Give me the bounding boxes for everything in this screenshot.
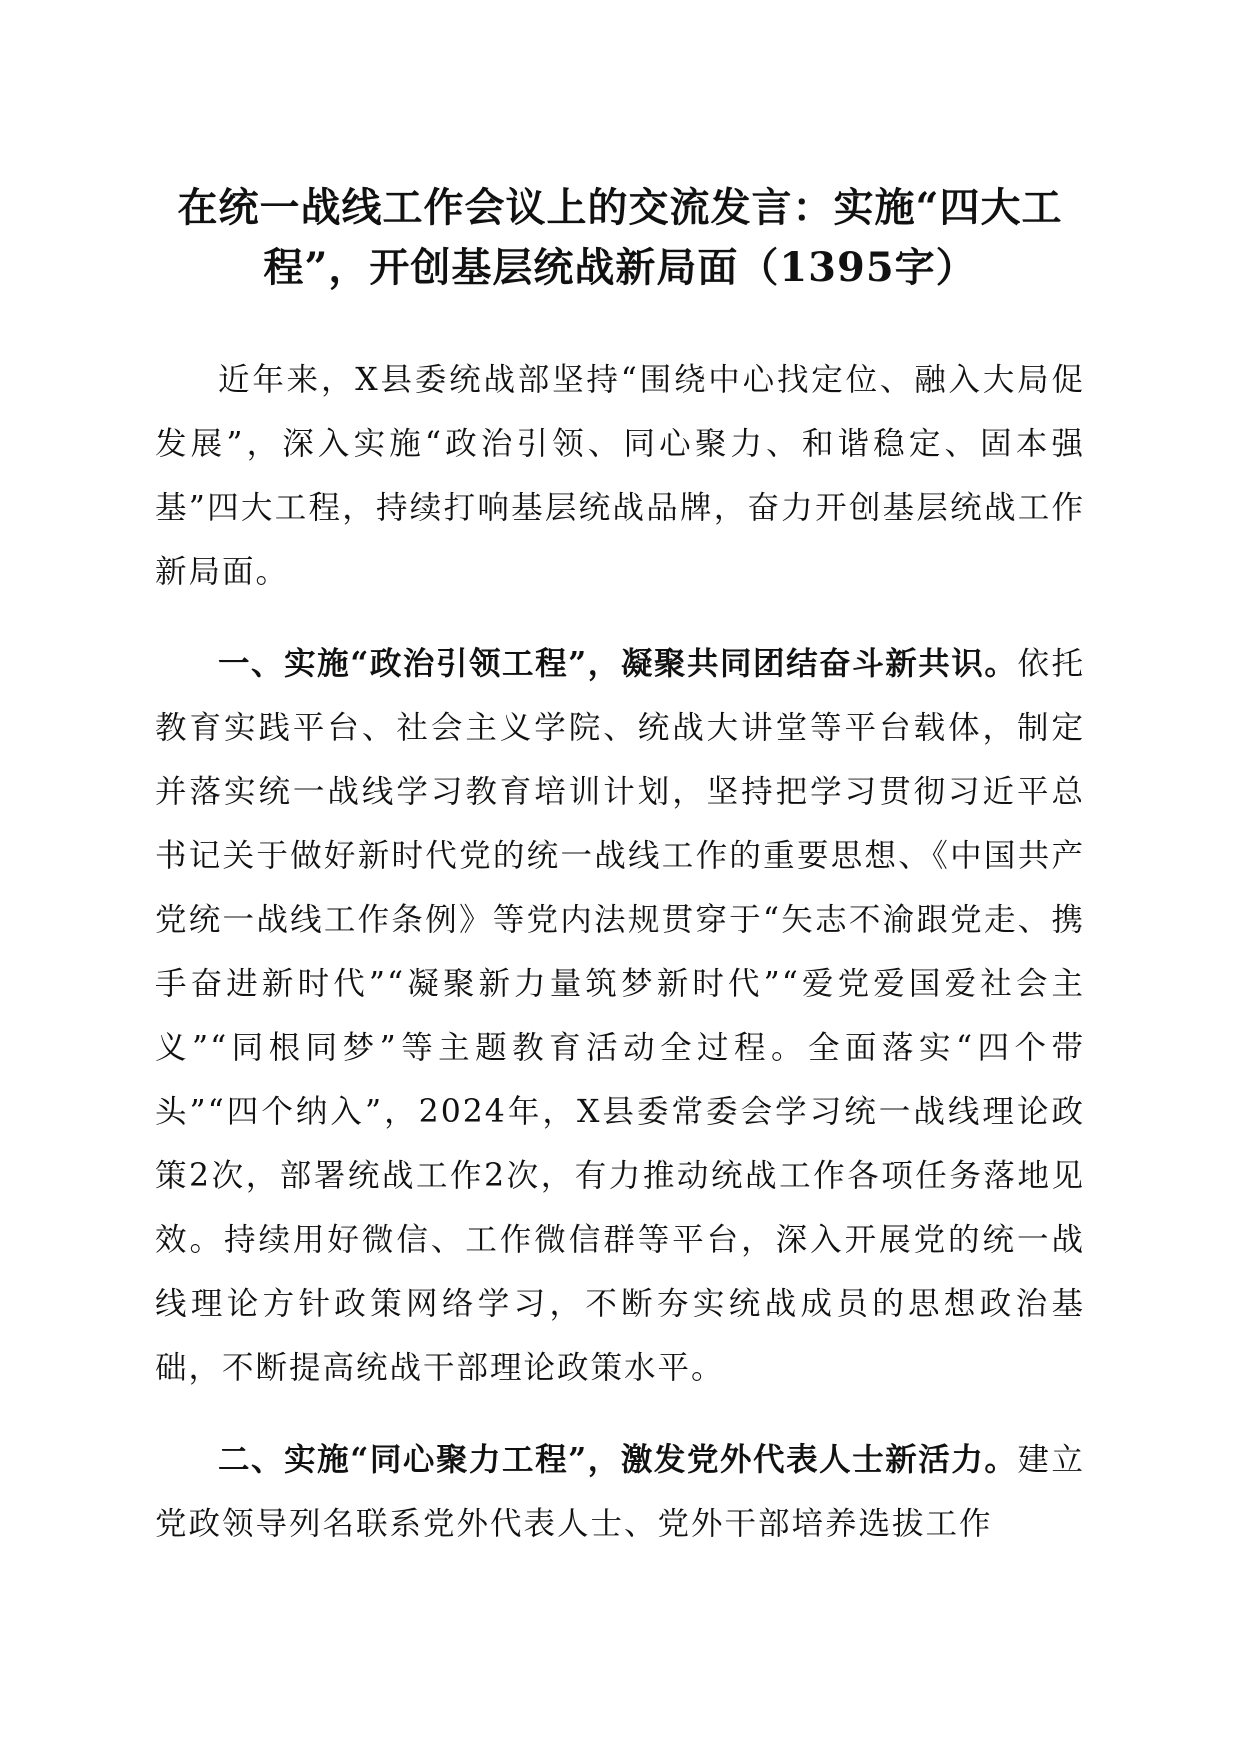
document-title: 在统一战线工作会议上的交流发言：实施“四大工程”，开创基层统战新局面（1395字）: [177, 184, 1063, 291]
document-page: [155, 178, 1085, 1556]
section-2-heading: 二、实施“同心聚力工程”，激发党外代表人士新活力。: [218, 1441, 1018, 1478]
section-1-paragraph: [155, 632, 1085, 1400]
section-2-body: 建立党政领导列名联系党外代表人士、党外干部培养选拔工作: [155, 1442, 1085, 1542]
section-1-body: 依托教育实践平台、社会主义学院、统战大讲堂等平台载体，制定并落实统一战线学习教育培训计划，坚持把学习贯彻习近平总书记关于做好新时代党的统一战线工作的重要思想、《中国共产党统一战线工作条例》等党内法规贯穿于“矢志不渝跟党走、携手奋进新时代”“凝聚新力量筑梦新时代”“爱党爱国爱社会主义”“同根同梦”等主题教育活动全过程。全面落实“四个带头”“四个纳入”，2024年，X县委常委会学习统一战线理论政策2次，部署统战工作2次，有力推动统战工作各项任务落地见效。持续用好微信、工作微信群等平台，深入开展党的统一战线理论方针政策网络学习，不断夯实统战成员的思想政治基础，不断提高统战干部理论政策水平。: [155, 646, 1085, 1386]
intro-paragraph: 近年来，X县委统战部坚持“围绕中心找定位、融入大局促发展”，深入实施“政治引领、同心聚力、和谐稳定、固本强基”四大工程，持续打响基层统战品牌，奋力开创基层统战工作新局面。: [155, 362, 1085, 590]
section-1-heading: 一、实施“政治引领工程”，凝聚共同团结奋斗新共识。: [218, 645, 1018, 682]
section-2-paragraph: [155, 1428, 1085, 1556]
